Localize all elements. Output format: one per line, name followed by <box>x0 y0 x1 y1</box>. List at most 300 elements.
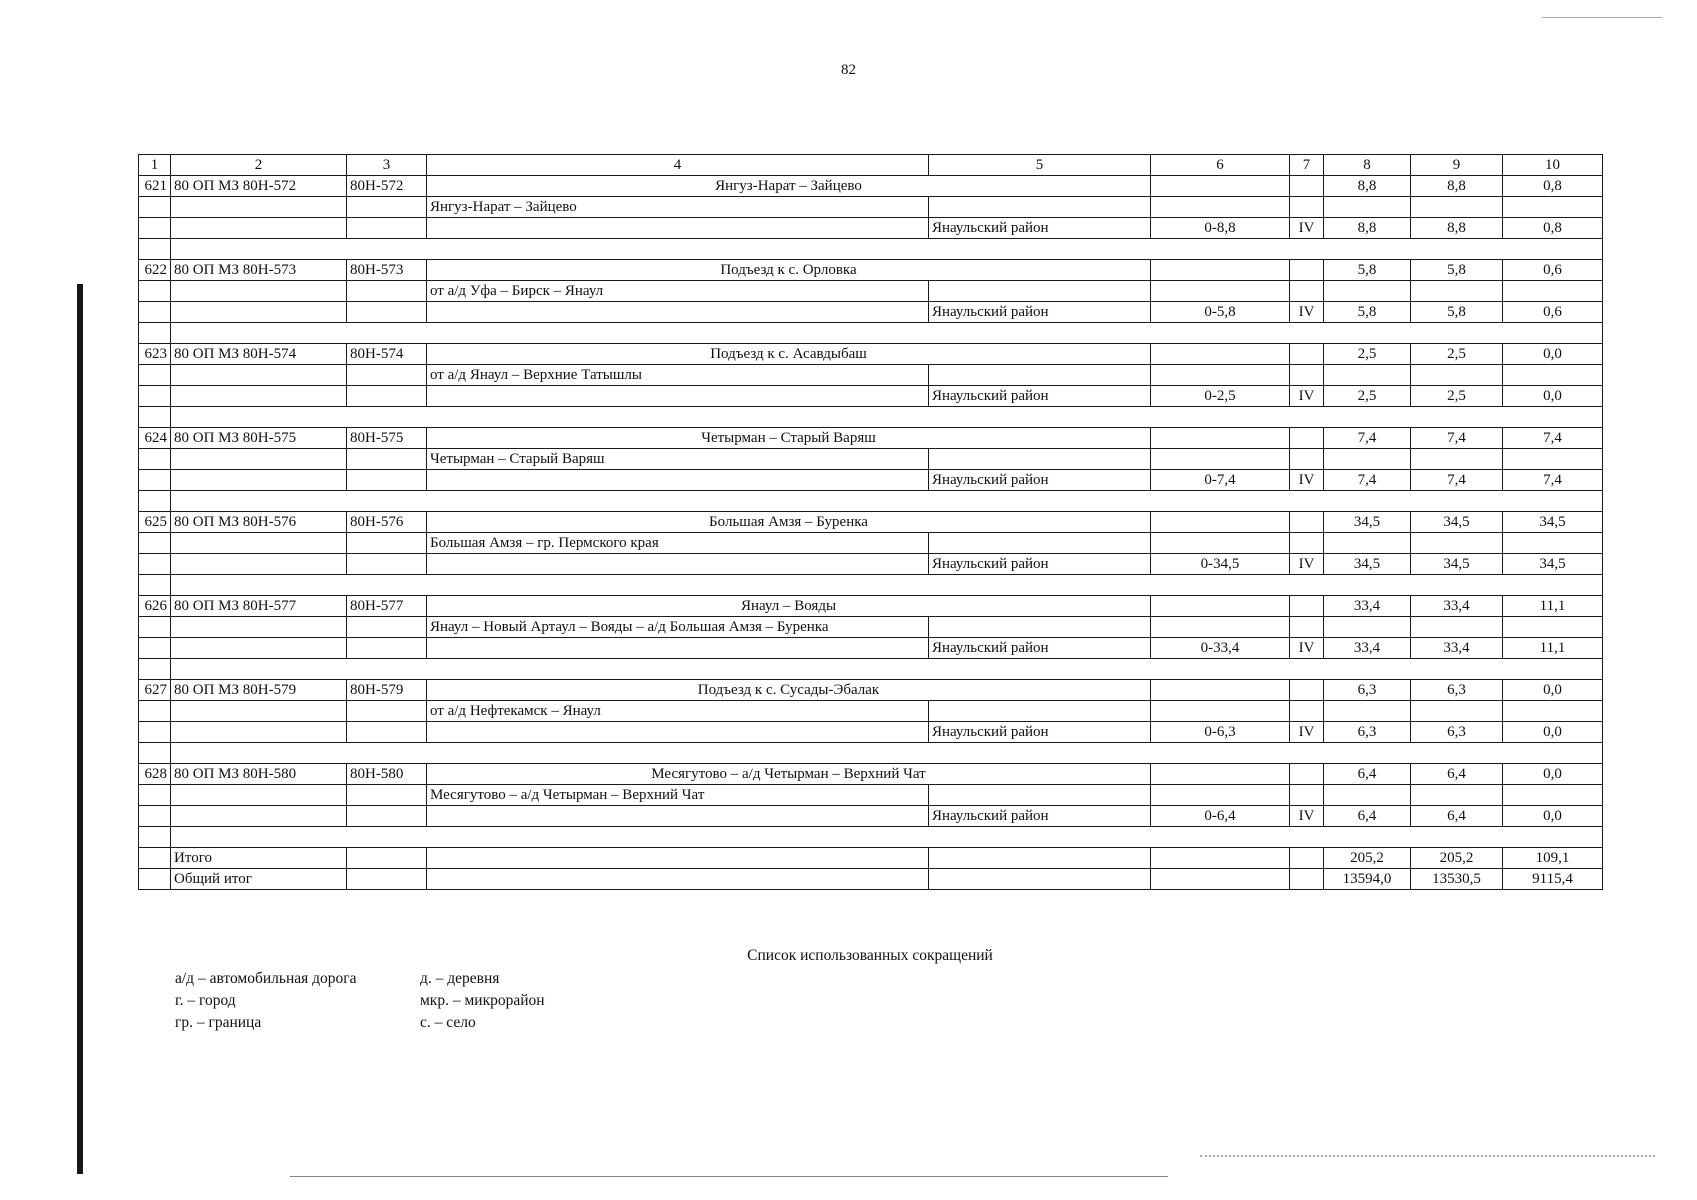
empty-cell <box>171 554 347 575</box>
road-number: 628 <box>139 764 171 785</box>
road-value-9: 7,4 <box>1411 428 1503 449</box>
empty-cell <box>347 869 427 890</box>
empty-cell <box>139 323 171 344</box>
empty-cell <box>1151 344 1290 365</box>
header-cell: 4 <box>427 155 929 176</box>
empty-cell <box>347 806 427 827</box>
empty-cell <box>139 575 171 596</box>
abbreviations-title: Список использованных сокращений <box>747 947 993 964</box>
road-value-9: 6,3 <box>1411 722 1503 743</box>
empty-cell <box>1290 176 1324 197</box>
empty-cell <box>347 302 427 323</box>
road-name: Янгуз-Нарат – Зайцево <box>427 176 1151 197</box>
empty-cell <box>139 386 171 407</box>
road-id: 80 ОП МЗ 80Н-579 <box>171 680 347 701</box>
road-name: Подъезд к с. Асавдыбаш <box>427 344 1151 365</box>
road-route: от а/д Янаул – Верхние Татышлы <box>427 365 929 386</box>
empty-cell <box>139 449 171 470</box>
spacer-row <box>139 743 1603 764</box>
empty-cell <box>171 323 1603 344</box>
empty-cell <box>929 617 1151 638</box>
empty-cell <box>1503 449 1603 470</box>
road-district: Янаульский район <box>929 722 1151 743</box>
road-km-range: 0-8,8 <box>1151 218 1290 239</box>
road-value-9: 6,4 <box>1411 806 1503 827</box>
road-category: IV <box>1290 638 1324 659</box>
empty-cell <box>347 281 427 302</box>
abbreviation-item: гр. – граница <box>175 1014 262 1031</box>
road-district-row <box>139 554 1603 575</box>
empty-cell <box>1151 680 1290 701</box>
empty-cell <box>1503 281 1603 302</box>
road-main-row <box>139 680 1603 701</box>
road-district-row <box>139 806 1603 827</box>
empty-cell <box>1151 785 1290 806</box>
road-district-row <box>139 218 1603 239</box>
road-value-8: 8,8 <box>1324 218 1411 239</box>
scan-artifact-dots <box>1200 1155 1655 1157</box>
abbreviation-item: а/д – автомобильная дорога <box>175 970 357 987</box>
roads-table <box>138 154 1603 890</box>
road-value-8: 6,4 <box>1324 806 1411 827</box>
empty-cell <box>1290 449 1324 470</box>
empty-cell <box>427 218 929 239</box>
empty-cell <box>347 785 427 806</box>
scan-edge-shadow <box>77 284 83 1174</box>
road-value-8: 6,3 <box>1324 680 1411 701</box>
empty-cell <box>139 491 171 512</box>
road-name: Подъезд к с. Сусады-Эбалак <box>427 680 1151 701</box>
road-value-8: 2,5 <box>1324 386 1411 407</box>
road-district-row <box>139 386 1603 407</box>
road-value-10: 7,4 <box>1503 428 1603 449</box>
empty-cell <box>171 386 347 407</box>
road-main-row <box>139 512 1603 533</box>
empty-cell <box>1151 260 1290 281</box>
road-value-9: 8,8 <box>1411 176 1503 197</box>
empty-cell <box>1324 449 1411 470</box>
road-value-10: 11,1 <box>1503 638 1603 659</box>
empty-cell <box>1411 281 1503 302</box>
empty-cell <box>347 722 427 743</box>
empty-cell <box>139 218 171 239</box>
empty-cell <box>171 743 1603 764</box>
road-district: Янаульский район <box>929 470 1151 491</box>
empty-cell <box>1290 596 1324 617</box>
empty-cell <box>929 281 1151 302</box>
road-value-10: 0,0 <box>1503 386 1603 407</box>
empty-cell <box>1324 365 1411 386</box>
header-cell: 6 <box>1151 155 1290 176</box>
road-value-8: 5,8 <box>1324 302 1411 323</box>
empty-cell <box>1411 449 1503 470</box>
road-category: IV <box>1290 722 1324 743</box>
empty-cell <box>929 701 1151 722</box>
empty-cell <box>139 848 171 869</box>
road-district: Янаульский район <box>929 218 1151 239</box>
empty-cell <box>427 386 929 407</box>
empty-cell <box>171 617 347 638</box>
empty-cell <box>1151 512 1290 533</box>
empty-cell <box>929 197 1151 218</box>
empty-cell <box>1151 764 1290 785</box>
scan-artifact-line <box>1542 17 1662 18</box>
road-number: 623 <box>139 344 171 365</box>
empty-cell <box>1503 701 1603 722</box>
road-district: Янаульский район <box>929 302 1151 323</box>
empty-cell <box>171 533 347 554</box>
road-number: 622 <box>139 260 171 281</box>
empty-cell <box>139 722 171 743</box>
empty-cell <box>427 302 929 323</box>
road-route-row <box>139 617 1603 638</box>
empty-cell <box>1324 785 1411 806</box>
empty-cell <box>1151 617 1290 638</box>
empty-cell <box>1290 848 1324 869</box>
total-value-10: 9115,4 <box>1503 869 1603 890</box>
road-code: 80Н-577 <box>347 596 427 617</box>
empty-cell <box>139 554 171 575</box>
road-value-10: 34,5 <box>1503 554 1603 575</box>
road-category: IV <box>1290 554 1324 575</box>
empty-cell <box>171 365 347 386</box>
empty-cell <box>1324 281 1411 302</box>
total-value-8: 13594,0 <box>1324 869 1411 890</box>
road-route: Месягутово – а/д Четырман – Верхний Чат <box>427 785 929 806</box>
road-id: 80 ОП МЗ 80Н-576 <box>171 512 347 533</box>
empty-cell <box>171 827 1603 848</box>
road-route-row <box>139 197 1603 218</box>
total-value-8: 205,2 <box>1324 848 1411 869</box>
road-code: 80Н-574 <box>347 344 427 365</box>
empty-cell <box>1290 533 1324 554</box>
empty-cell <box>1503 785 1603 806</box>
spacer-row <box>139 827 1603 848</box>
road-km-range: 0-2,5 <box>1151 386 1290 407</box>
empty-cell <box>171 701 347 722</box>
empty-cell <box>171 659 1603 680</box>
road-id: 80 ОП МЗ 80Н-577 <box>171 596 347 617</box>
empty-cell <box>427 722 929 743</box>
road-value-9: 33,4 <box>1411 596 1503 617</box>
road-district: Янаульский район <box>929 806 1151 827</box>
road-value-9: 34,5 <box>1411 554 1503 575</box>
empty-cell <box>347 470 427 491</box>
total-row-subtotal <box>139 848 1603 869</box>
empty-cell <box>427 554 929 575</box>
road-value-10: 34,5 <box>1503 512 1603 533</box>
road-district: Янаульский район <box>929 638 1151 659</box>
road-value-10: 0,0 <box>1503 680 1603 701</box>
header-cell: 5 <box>929 155 1151 176</box>
empty-cell <box>1290 764 1324 785</box>
empty-cell <box>139 533 171 554</box>
empty-cell <box>139 785 171 806</box>
total-value-10: 109,1 <box>1503 848 1603 869</box>
road-value-9: 5,8 <box>1411 302 1503 323</box>
road-code: 80Н-572 <box>347 176 427 197</box>
road-name: Четырман – Старый Варяш <box>427 428 1151 449</box>
empty-cell <box>427 470 929 491</box>
road-value-9: 5,8 <box>1411 260 1503 281</box>
scan-artifact-line <box>290 1176 1168 1177</box>
empty-cell <box>1503 533 1603 554</box>
spacer-row <box>139 659 1603 680</box>
road-value-10: 0,0 <box>1503 344 1603 365</box>
road-name: Большая Амзя – Буренка <box>427 512 1151 533</box>
road-route-row <box>139 533 1603 554</box>
road-value-10: 0,8 <box>1503 176 1603 197</box>
abbreviation-item: с. – село <box>420 1014 476 1031</box>
empty-cell <box>139 743 171 764</box>
empty-cell <box>427 848 929 869</box>
empty-cell <box>929 785 1151 806</box>
road-value-8: 34,5 <box>1324 554 1411 575</box>
empty-cell <box>1503 617 1603 638</box>
road-km-range: 0-33,4 <box>1151 638 1290 659</box>
spacer-row <box>139 491 1603 512</box>
header-row <box>139 155 1603 176</box>
road-value-8: 33,4 <box>1324 638 1411 659</box>
empty-cell <box>139 239 171 260</box>
road-value-10: 0,0 <box>1503 764 1603 785</box>
empty-cell <box>1290 701 1324 722</box>
empty-cell <box>1411 533 1503 554</box>
empty-cell <box>1290 365 1324 386</box>
empty-cell <box>1290 680 1324 701</box>
empty-cell <box>1290 512 1324 533</box>
road-value-8: 8,8 <box>1324 176 1411 197</box>
empty-cell <box>139 470 171 491</box>
road-km-range: 0-6,3 <box>1151 722 1290 743</box>
road-route-row <box>139 701 1603 722</box>
road-main-row <box>139 260 1603 281</box>
total-value-9: 205,2 <box>1411 848 1503 869</box>
road-value-10: 0,6 <box>1503 302 1603 323</box>
road-value-10: 11,1 <box>1503 596 1603 617</box>
road-value-8: 5,8 <box>1324 260 1411 281</box>
empty-cell <box>1151 176 1290 197</box>
abbreviations-right <box>420 968 545 1034</box>
abbreviations-left <box>175 968 357 1034</box>
empty-cell <box>1324 701 1411 722</box>
road-name: Янаул – Вояды <box>427 596 1151 617</box>
road-value-10: 0,0 <box>1503 722 1603 743</box>
road-main-row <box>139 344 1603 365</box>
empty-cell <box>1151 428 1290 449</box>
abbreviation-item: д. – деревня <box>420 970 500 987</box>
empty-cell <box>1411 365 1503 386</box>
empty-cell <box>427 869 929 890</box>
total-label: Итого <box>171 848 347 869</box>
empty-cell <box>1290 428 1324 449</box>
empty-cell <box>427 806 929 827</box>
empty-cell <box>171 638 347 659</box>
road-value-8: 7,4 <box>1324 470 1411 491</box>
empty-cell <box>1151 596 1290 617</box>
abbreviation-item: мкр. – микрорайон <box>420 992 545 1009</box>
empty-cell <box>347 554 427 575</box>
road-id: 80 ОП МЗ 80Н-575 <box>171 428 347 449</box>
empty-cell <box>1503 365 1603 386</box>
empty-cell <box>1151 701 1290 722</box>
road-route-row <box>139 785 1603 806</box>
spacer-row <box>139 239 1603 260</box>
road-route-row <box>139 449 1603 470</box>
road-number: 624 <box>139 428 171 449</box>
empty-cell <box>347 197 427 218</box>
road-value-9: 2,5 <box>1411 344 1503 365</box>
empty-cell <box>1324 617 1411 638</box>
road-main-row <box>139 176 1603 197</box>
empty-cell <box>929 365 1151 386</box>
empty-cell <box>139 701 171 722</box>
road-route: Янаул – Новый Артаул – Вояды – а/д Большая Амзя – Буренка <box>427 617 929 638</box>
empty-cell <box>171 722 347 743</box>
road-route: от а/д Нефтекамск – Янаул <box>427 701 929 722</box>
empty-cell <box>1290 617 1324 638</box>
road-value-9: 7,4 <box>1411 470 1503 491</box>
road-value-10: 7,4 <box>1503 470 1603 491</box>
road-name: Месягутово – а/д Четырман – Верхний Чат <box>427 764 1151 785</box>
empty-cell <box>347 638 427 659</box>
road-route-row <box>139 365 1603 386</box>
spacer-row <box>139 323 1603 344</box>
road-route: Янгуз-Нарат – Зайцево <box>427 197 929 218</box>
empty-cell <box>171 470 347 491</box>
road-value-10: 0,8 <box>1503 218 1603 239</box>
empty-cell <box>171 491 1603 512</box>
empty-cell <box>1411 701 1503 722</box>
road-id: 80 ОП МЗ 80Н-572 <box>171 176 347 197</box>
empty-cell <box>171 218 347 239</box>
road-value-10: 0,0 <box>1503 806 1603 827</box>
empty-cell <box>1151 197 1290 218</box>
empty-cell <box>929 449 1151 470</box>
road-category: IV <box>1290 806 1324 827</box>
road-main-row <box>139 428 1603 449</box>
empty-cell <box>347 701 427 722</box>
road-value-8: 6,3 <box>1324 722 1411 743</box>
road-code: 80Н-576 <box>347 512 427 533</box>
road-district-row <box>139 722 1603 743</box>
road-value-8: 2,5 <box>1324 344 1411 365</box>
spacer-row <box>139 575 1603 596</box>
empty-cell <box>1151 848 1290 869</box>
empty-cell <box>929 533 1151 554</box>
road-km-range: 0-6,4 <box>1151 806 1290 827</box>
road-id: 80 ОП МЗ 80Н-573 <box>171 260 347 281</box>
road-km-range: 0-34,5 <box>1151 554 1290 575</box>
empty-cell <box>171 449 347 470</box>
road-category: IV <box>1290 302 1324 323</box>
road-route-row <box>139 281 1603 302</box>
empty-cell <box>1151 869 1290 890</box>
road-main-row <box>139 764 1603 785</box>
abbreviation-item: г. – город <box>175 992 236 1009</box>
road-value-9: 2,5 <box>1411 386 1503 407</box>
empty-cell <box>347 848 427 869</box>
road-category: IV <box>1290 218 1324 239</box>
header-cell: 9 <box>1411 155 1503 176</box>
road-code: 80Н-575 <box>347 428 427 449</box>
header-cell: 2 <box>171 155 347 176</box>
road-district-row <box>139 302 1603 323</box>
empty-cell <box>1151 449 1290 470</box>
road-number: 627 <box>139 680 171 701</box>
empty-cell <box>347 617 427 638</box>
road-value-8: 33,4 <box>1324 596 1411 617</box>
empty-cell <box>427 638 929 659</box>
empty-cell <box>139 659 171 680</box>
road-district: Янаульский район <box>929 554 1151 575</box>
empty-cell <box>929 869 1151 890</box>
empty-cell <box>171 575 1603 596</box>
empty-cell <box>139 302 171 323</box>
empty-cell <box>1324 533 1411 554</box>
road-km-range: 0-7,4 <box>1151 470 1290 491</box>
empty-cell <box>1151 365 1290 386</box>
empty-cell <box>1290 260 1324 281</box>
empty-cell <box>171 239 1603 260</box>
road-name: Подъезд к с. Орловка <box>427 260 1151 281</box>
empty-cell <box>1503 197 1603 218</box>
road-route: Большая Амзя – гр. Пермского края <box>427 533 929 554</box>
empty-cell <box>347 449 427 470</box>
spacer-row <box>139 407 1603 428</box>
road-route: от а/д Уфа – Бирск – Янаул <box>427 281 929 302</box>
road-district-row <box>139 638 1603 659</box>
road-district: Янаульский район <box>929 386 1151 407</box>
road-category: IV <box>1290 386 1324 407</box>
empty-cell <box>1324 197 1411 218</box>
empty-cell <box>139 407 171 428</box>
empty-cell <box>1151 281 1290 302</box>
road-main-row <box>139 596 1603 617</box>
empty-cell <box>139 281 171 302</box>
road-km-range: 0-5,8 <box>1151 302 1290 323</box>
empty-cell <box>171 785 347 806</box>
empty-cell <box>1411 785 1503 806</box>
header-cell: 1 <box>139 155 171 176</box>
empty-cell <box>347 365 427 386</box>
total-row-grand <box>139 869 1603 890</box>
empty-cell <box>347 533 427 554</box>
road-value-8: 7,4 <box>1324 428 1411 449</box>
empty-cell <box>1290 869 1324 890</box>
empty-cell <box>1290 281 1324 302</box>
road-code: 80Н-580 <box>347 764 427 785</box>
empty-cell <box>171 302 347 323</box>
road-value-9: 8,8 <box>1411 218 1503 239</box>
road-value-9: 34,5 <box>1411 512 1503 533</box>
road-category: IV <box>1290 470 1324 491</box>
road-number: 621 <box>139 176 171 197</box>
empty-cell <box>139 806 171 827</box>
empty-cell <box>1290 785 1324 806</box>
empty-cell <box>171 197 347 218</box>
page-number: 82 <box>841 62 856 78</box>
road-code: 80Н-573 <box>347 260 427 281</box>
header-cell: 8 <box>1324 155 1411 176</box>
road-value-8: 6,4 <box>1324 764 1411 785</box>
road-value-8: 34,5 <box>1324 512 1411 533</box>
empty-cell <box>1151 533 1290 554</box>
road-number: 626 <box>139 596 171 617</box>
road-id: 80 ОП МЗ 80Н-580 <box>171 764 347 785</box>
road-route: Четырман – Старый Варяш <box>427 449 929 470</box>
empty-cell <box>171 281 347 302</box>
